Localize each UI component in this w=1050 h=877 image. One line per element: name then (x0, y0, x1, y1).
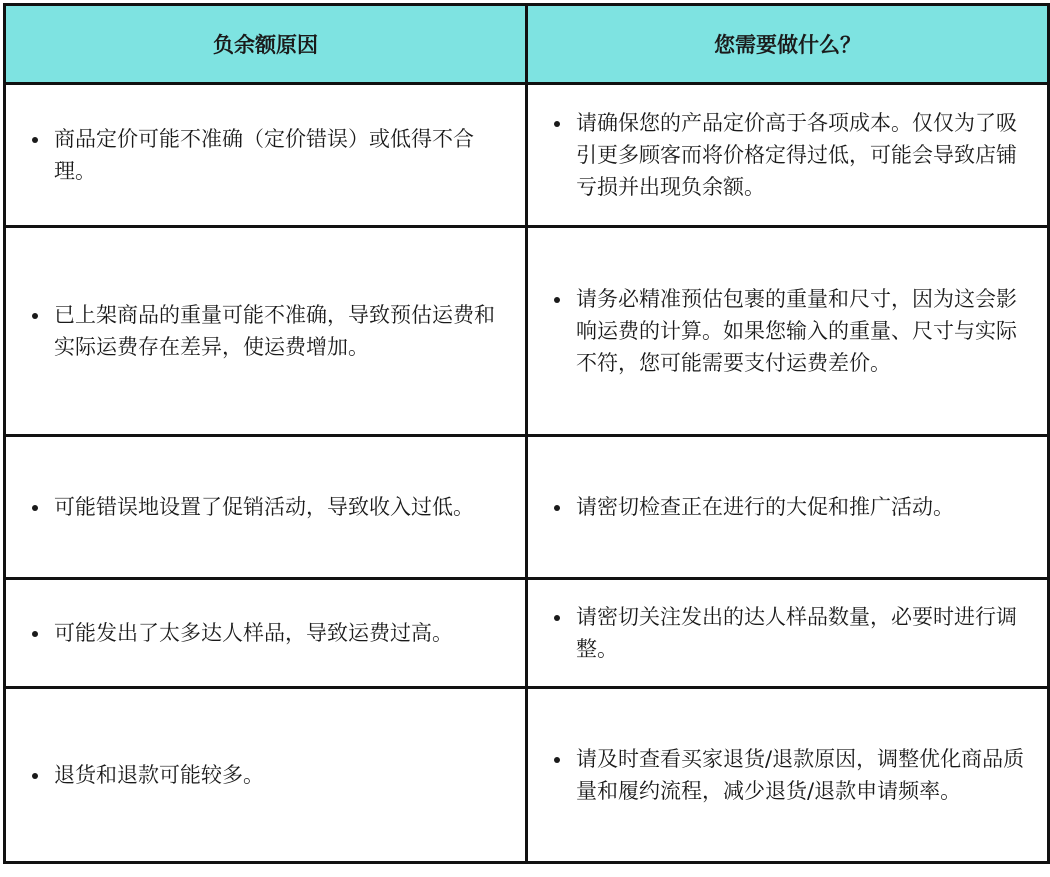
action-bullet-item: 请密切关注发出的达人样品数量，必要时进行调整。 (554, 601, 1029, 665)
reason-cell (5, 84, 527, 227)
header-row (5, 5, 1049, 84)
action-bullet-item: 请密切检查正在进行的大促和推广活动。 (554, 491, 1029, 523)
action-bullet-item: 请确保您的产品定价高于各项成本。仅仅为了吸引更多顾客而将价格定得过低，可能会导致店铺亏损并出现负余额。 (554, 107, 1029, 203)
reason-bullet-item: 可能错误地设置了促销活动，导致收入过低。 (32, 491, 507, 523)
negative-balance-table-container (3, 3, 1047, 864)
action-cell (527, 84, 1049, 227)
reason-cell (5, 227, 527, 436)
action-bullet-item: 请及时查看买家退货/退款原因，调整优化商品质量和履约流程，减少退货/退款申请频率。 (554, 743, 1029, 807)
reason-bullet-item: 已上架商品的重量可能不准确，导致预估运费和实际运费存在差异，使运费增加。 (32, 299, 507, 363)
table-row (5, 579, 1049, 688)
table-row (5, 436, 1049, 579)
table-row (5, 84, 1049, 227)
header-action: 您需要做什么？ (527, 5, 1049, 84)
header-reason: 负余额原因 (5, 5, 527, 84)
action-cell (527, 688, 1049, 863)
action-cell (527, 227, 1049, 436)
reason-cell (5, 688, 527, 863)
reason-bullet-item: 可能发出了太多达人样品，导致运费过高。 (32, 617, 507, 649)
table-row (5, 688, 1049, 863)
reason-cell (5, 579, 527, 688)
reason-bullet-item: 商品定价可能不准确（定价错误）或低得不合理。 (32, 123, 507, 187)
action-bullet-item: 请务必精准预估包裹的重量和尺寸，因为这会影响运费的计算。如果您输入的重量、尺寸与实际不符，您可能需要支付运费差价。 (554, 283, 1029, 379)
action-cell (527, 436, 1049, 579)
action-cell (527, 579, 1049, 688)
reason-cell (5, 436, 527, 579)
negative-balance-table (3, 3, 1050, 864)
reason-bullet-item: 退货和退款可能较多。 (32, 759, 507, 791)
table-row (5, 227, 1049, 436)
